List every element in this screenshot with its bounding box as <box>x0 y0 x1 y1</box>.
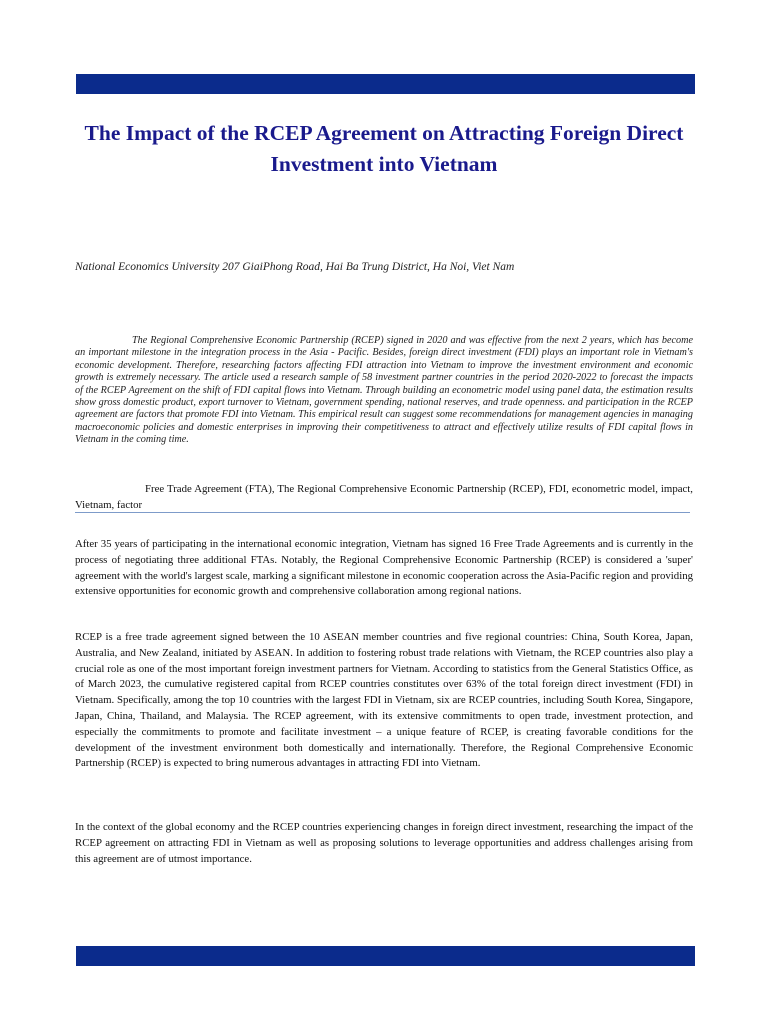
header-decorative-bar <box>76 74 695 94</box>
section-divider <box>75 512 690 513</box>
paper-title: The Impact of the RCEP Agreement on Attracting Foreign Direct Investment into Vietnam <box>84 121 684 176</box>
body-paragraph: In the context of the global economy and the RCEP countries experiencing changes in foreign direct investment, researching the impact of the RCEP agreement on attracting FDI in Vietnam as well as proposing solutions to leverage opportunities and address challenges arising from this agreement are of utmost importance. <box>75 821 693 865</box>
abstract-text: The Regional Comprehensive Economic Partnership (RCEP) signed in 2020 and was effective from the next 2 years, which has become an important milestone in the integration process in the Asia - Pacific. Besides, foreign direct investment (FDI) plays an important role in Vietnam's economic development. Therefore, researching factors affecting FDI attraction into Vietnam to improve the investment environment and economic growth is extremely necessary. The article used a research sample of 58 investment partner countries in the period 2020-2022 to forecast the impacts of the RCEP Agreement on the shift of FDI capital flows into Vietnam. Through building an econometric model using panel data, the estimation results show gross domestic product, export turnover to Vietnam, government spending, national reserves, and trade openness. and participation in the RCEP agreement are factors that promote FDI into Vietnam. This empirical result can suggest some recommendations for management agencies in managing macroeconomic policies and domestic enterprises in improving their competitiveness to attract and effectively utilize results of FDI capital flows in Vietnam in the coming time. <box>75 335 693 446</box>
keywords-text: Free Trade Agreement (FTA), The Regional Comprehensive Economic Partnership (RCEP), FDI, econometric model, impact, Vietnam, factor <box>75 483 693 511</box>
body-paragraph: RCEP is a free trade agreement signed between the 10 ASEAN member countries and five regional countries: China, South Korea, Japan, Australia, and New Zealand, initiated by ASEAN. In addition to fostering robust trade relations with Vietnam, the RCEP countries also play a crucial role as one of the most important foreign investment partners for Vietnam. According to statistics from the General Statistics Office, as of March 2023, the cumulative registered capital from RCEP countries constitutes over 63% of the total foreign direct investment (FDI) in Vietnam. Specifically, among the top 10 countries with the largest FDI in Vietnam, six are RCEP countries, including South Korea, Singapore, Japan, China, Thailand, and Malaysia. The RCEP agreement, with its extensive commitments to open trade, investment protection, and especially the commitments to promote and facilitate investment – a unique feature of RCEP, is creating favorable conditions for the development of the investment environment both domestically and internationally. Therefore, the Regional Comprehensive Economic Partnership (RCEP) is expected to bring numerous advantages in attracting FDI into Vietnam. <box>75 631 693 770</box>
author-affiliation: National Economics University 207 GiaiPhong Road, Hai Ba Trung District, Ha Noi, Viet Nam <box>75 261 515 273</box>
body-paragraph: After 35 years of participating in the international economic integration, Vietnam has signed 16 Free Trade Agreements and is currently in the process of negotiating three additional FTAs. Notably, the Regional Comprehensive Economic Partnership (RCEP) is considered a 'super' agreement with the world's largest scale, marking a significant milestone in economic cooperation across the Asia-Pacific region and providing extensive opportunities for economic growth and comprehensive collaboration among regional nations. <box>75 538 693 598</box>
footer-decorative-bar <box>76 946 695 966</box>
